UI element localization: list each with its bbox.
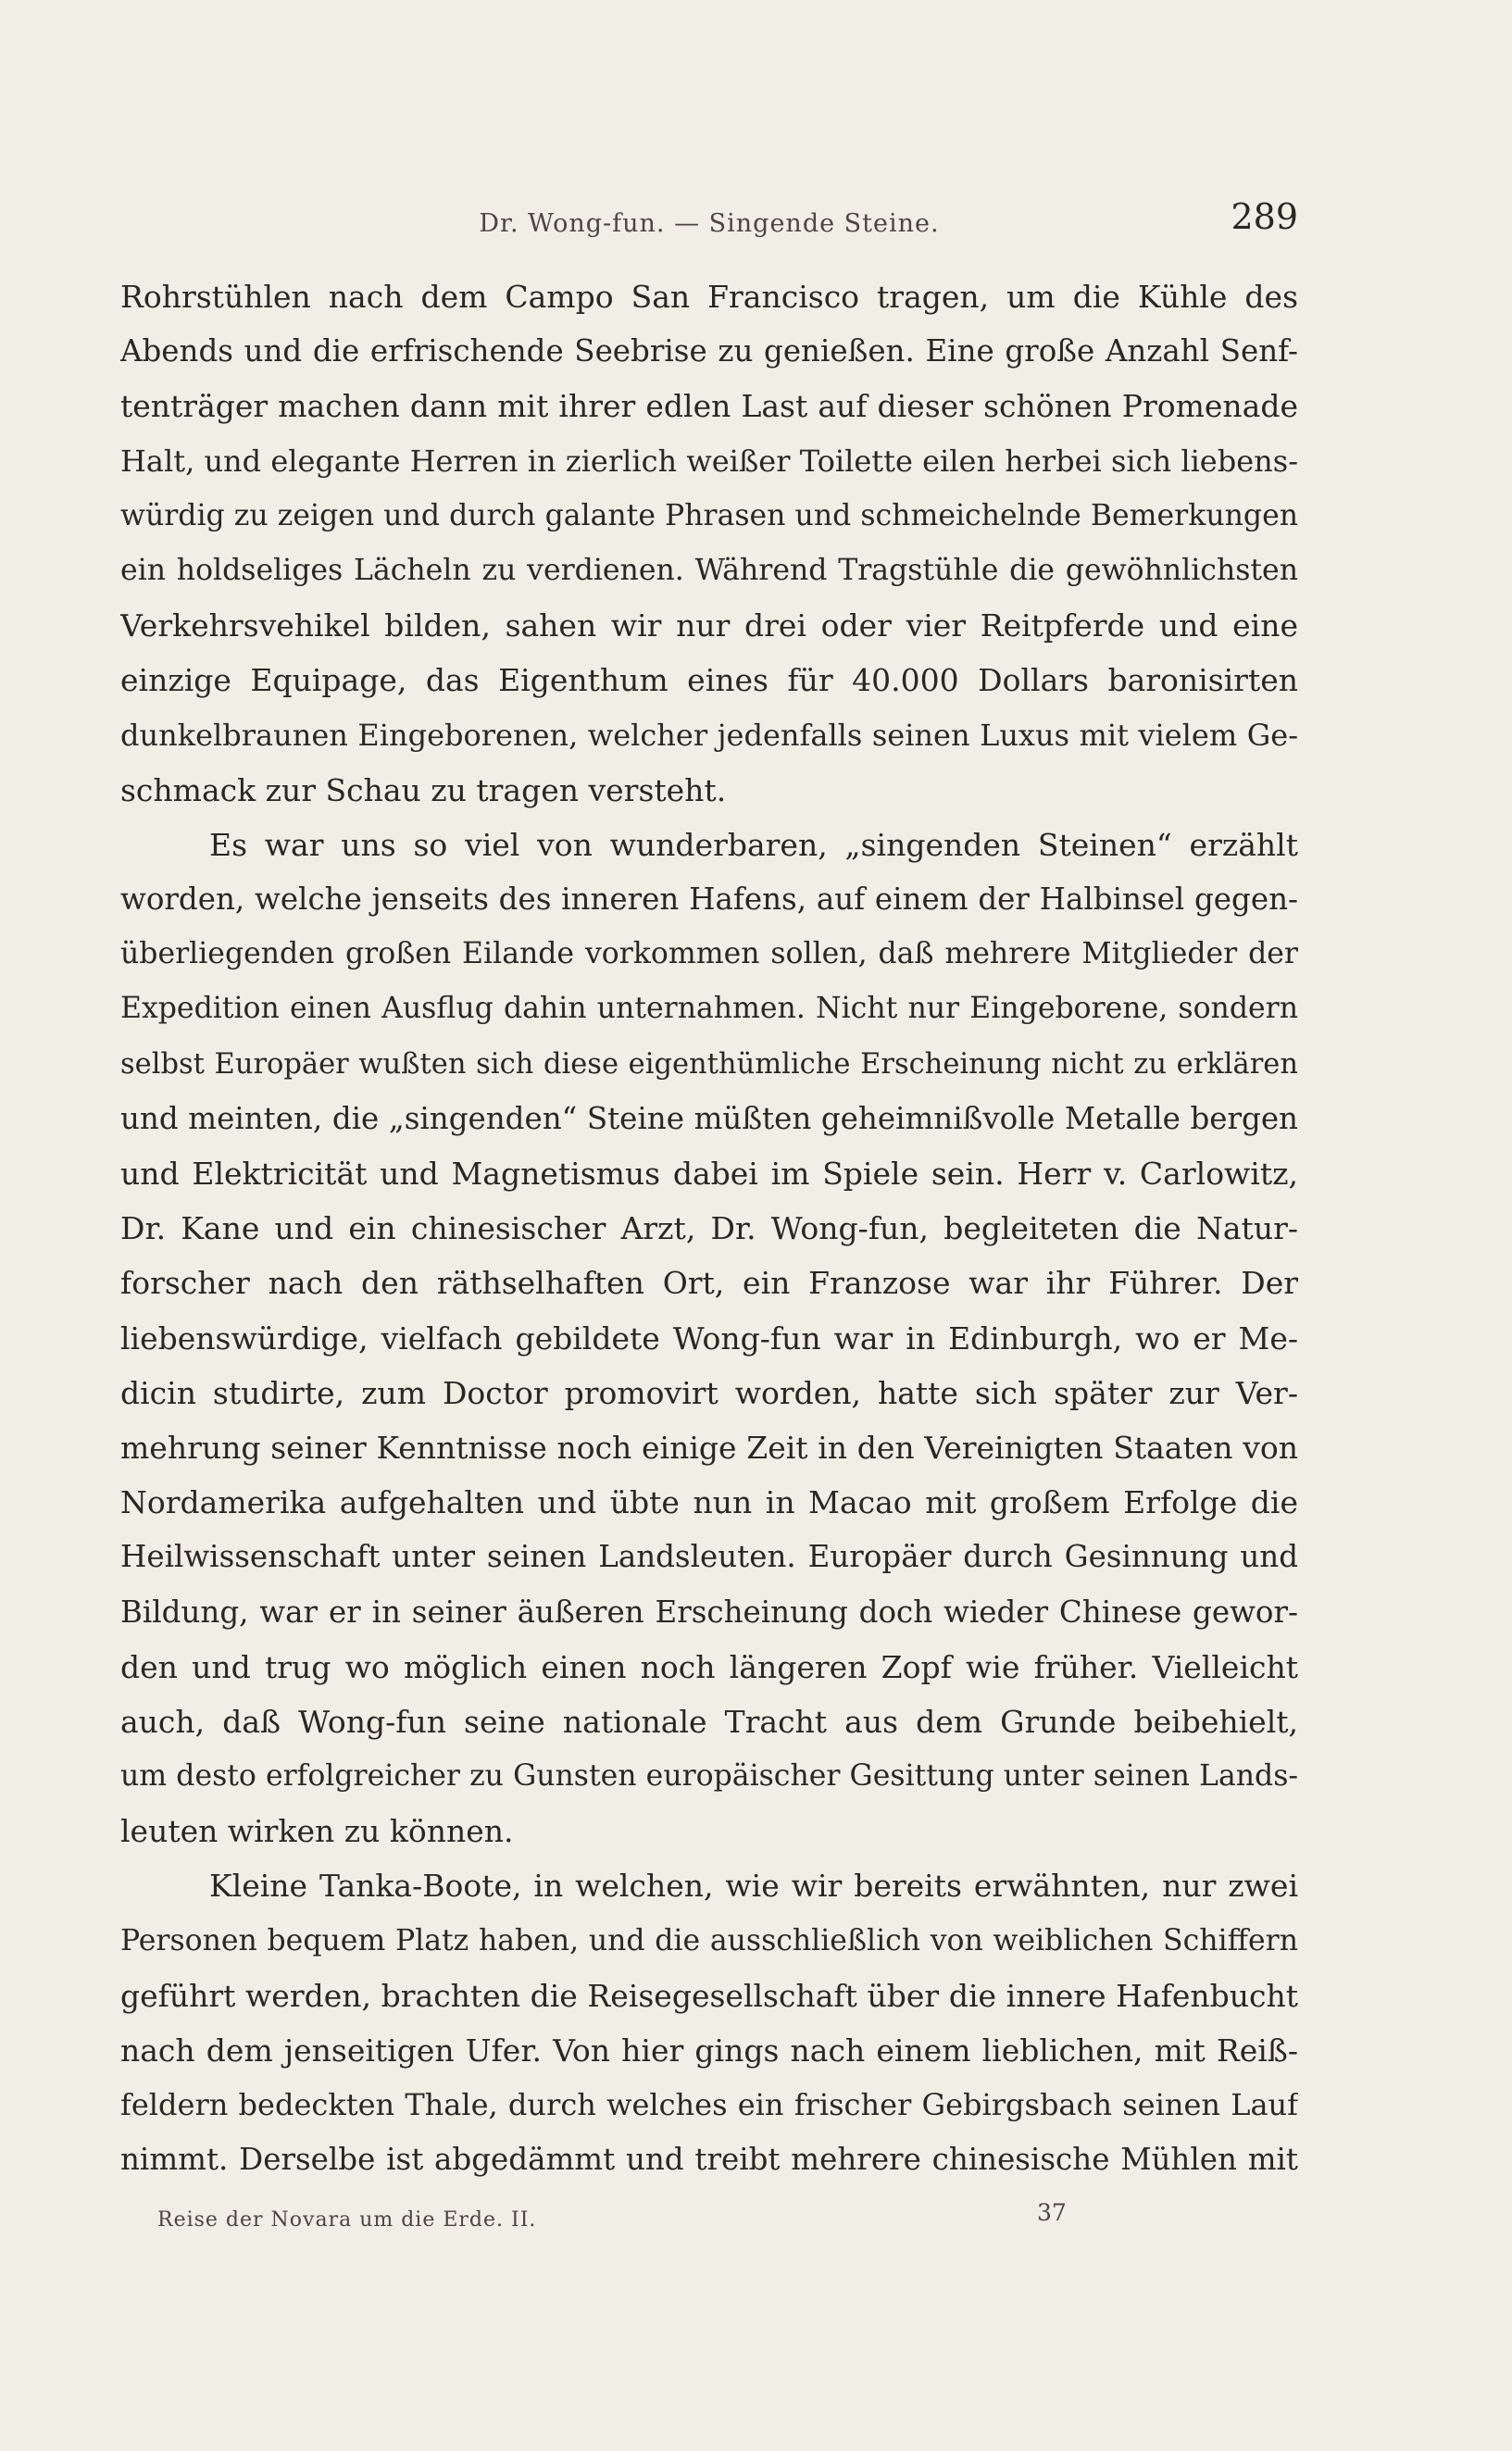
text-line: einzige Equipage, das Eigenthum eines für 40.000 Dollars baronisirten: [120, 662, 1298, 699]
text-line: Personen bequem Platz haben, und die ausschließlich von weiblichen Schiffern: [120, 1923, 1298, 1957]
text-line: überliegenden großen Eilande vorkommen sollen, daß mehrere Mitglieder der: [120, 937, 1298, 971]
page-number: 289: [1231, 196, 1298, 237]
text-line: tenträger machen dann mit ihrer edlen Last auf dieser schönen Promenade: [120, 388, 1298, 425]
text-line: Heilwissenschaft unter seinen Landsleuten. Europäer durch Gesinnung und: [120, 1539, 1298, 1575]
text-line: Abends und die erfrischende Seebrise zu genießen. Eine große Anzahl Senf-: [120, 333, 1298, 369]
body-text: [120, 269, 1298, 2188]
text-line: um desto erfolgreicher zu Gunsten europäischer Gesittung unter seinen Lands-: [120, 1759, 1298, 1794]
text-line: auch, daß Wong-fun seine nationale Tracht aus dem Grunde beibehielt,: [120, 1703, 1298, 1740]
text-line: Verkehrsvehikel bilden, sahen wir nur drei oder vier Reitpferde und eine: [120, 607, 1298, 644]
text-line: Rohrstühlen nach dem Campo San Francisco tragen, um die Kühle des: [120, 279, 1298, 315]
text-line: nimmt. Derselbe ist abgedämmt und treibt mehrere chinesische Mühlen mit: [120, 2142, 1298, 2178]
text-line: den und trug wo möglich einen noch längeren Zopf wie früher. Vielleicht: [120, 1648, 1298, 1685]
running-head: [120, 196, 1298, 248]
text-line: geführt werden, brachten die Reisegesellschaft über die innere Hafenbucht: [120, 1977, 1298, 2014]
text-line: dicin studirte, zum Doctor promovirt worden, hatte sich später zur Ver-: [120, 1374, 1298, 1411]
text-line: Bildung, war er in seiner äußeren Erscheinung doch wieder Chinese gewor-: [120, 1594, 1298, 1630]
text-line: liebenswürdige, vielfach gebildete Wong-fun war in Edinburgh, wo er Me-: [120, 1319, 1298, 1357]
text-line: forscher nach den räthselhaften Ort, ein Franzose war ihr Führer. Der: [120, 1265, 1298, 1302]
text-line: würdig zu zeigen und durch galante Phrasen und schmeichelnde Bemerkungen: [120, 498, 1298, 532]
text-line: schmack zur Schau zu tragen versteht.: [120, 771, 727, 808]
running-title: Dr. Wong-fun. — Singende Steine.: [479, 209, 940, 238]
signature-line: Reise der Novara um die Erde. II.: [157, 2208, 537, 2232]
text-line: Nordamerika aufgehalten und übte nun in Macao mit großem Erfolge die: [120, 1484, 1298, 1521]
page-footer: [157, 2199, 1176, 2236]
text-line: nach dem jenseitigen Ufer. Von hier gings nach einem lieblichen, mit Reiß-: [120, 2032, 1298, 2069]
text-line: dunkelbraunen Eingeborenen, welcher jedenfalls seinen Luxus mit vielem Ge-: [120, 717, 1298, 753]
text-line: mehrung seiner Kenntnisse noch einige Zeit in den Vereinigten Staaten von: [120, 1429, 1298, 1466]
text-line: selbst Europäer wußten sich diese eigenthümliche Erscheinung nicht zu erklären: [120, 1047, 1298, 1081]
text-line: leuten wirken zu können.: [120, 1813, 514, 1850]
text-line: feldern bedeckten Thale, durch welches ein frischer Gebirgsbach seinen Lauf: [120, 2087, 1298, 2123]
text-line: und meinten, die „singenden“ Steine müßten geheimnißvolle Metalle bergen: [120, 1100, 1298, 1136]
text-line: Dr. Kane und ein chinesischer Arzt, Dr. Wong-fun, begleiteten die Natur-: [120, 1210, 1298, 1247]
text-line: Halt, und elegante Herren in zierlich weißer Toilette eilen herbei sich liebens-: [120, 443, 1298, 479]
text-line: worden, welche jenseits des inneren Hafens, auf einem der Halbinsel gegen-: [120, 882, 1298, 918]
text-line: ein holdseliges Lächeln zu verdienen. Während Tragstühle die gewöhnlichsten: [120, 553, 1298, 587]
text-line: Kleine Tanka-Boote, in welchen, wie wir bereits erwähnten, nur zwei: [209, 1868, 1298, 1905]
text-line: Es war uns so viel von wunderbaren, „singenden Steinen“ erzählt: [209, 826, 1298, 863]
sheet-number: 37: [1037, 2199, 1067, 2226]
text-line: und Elektricität und Magnetismus dabei im Spiele sein. Herr v. Carlowitz,: [120, 1156, 1298, 1192]
text-line: Expedition einen Ausflug dahin unternahmen. Nicht nur Eingeborene, sondern: [120, 992, 1298, 1026]
